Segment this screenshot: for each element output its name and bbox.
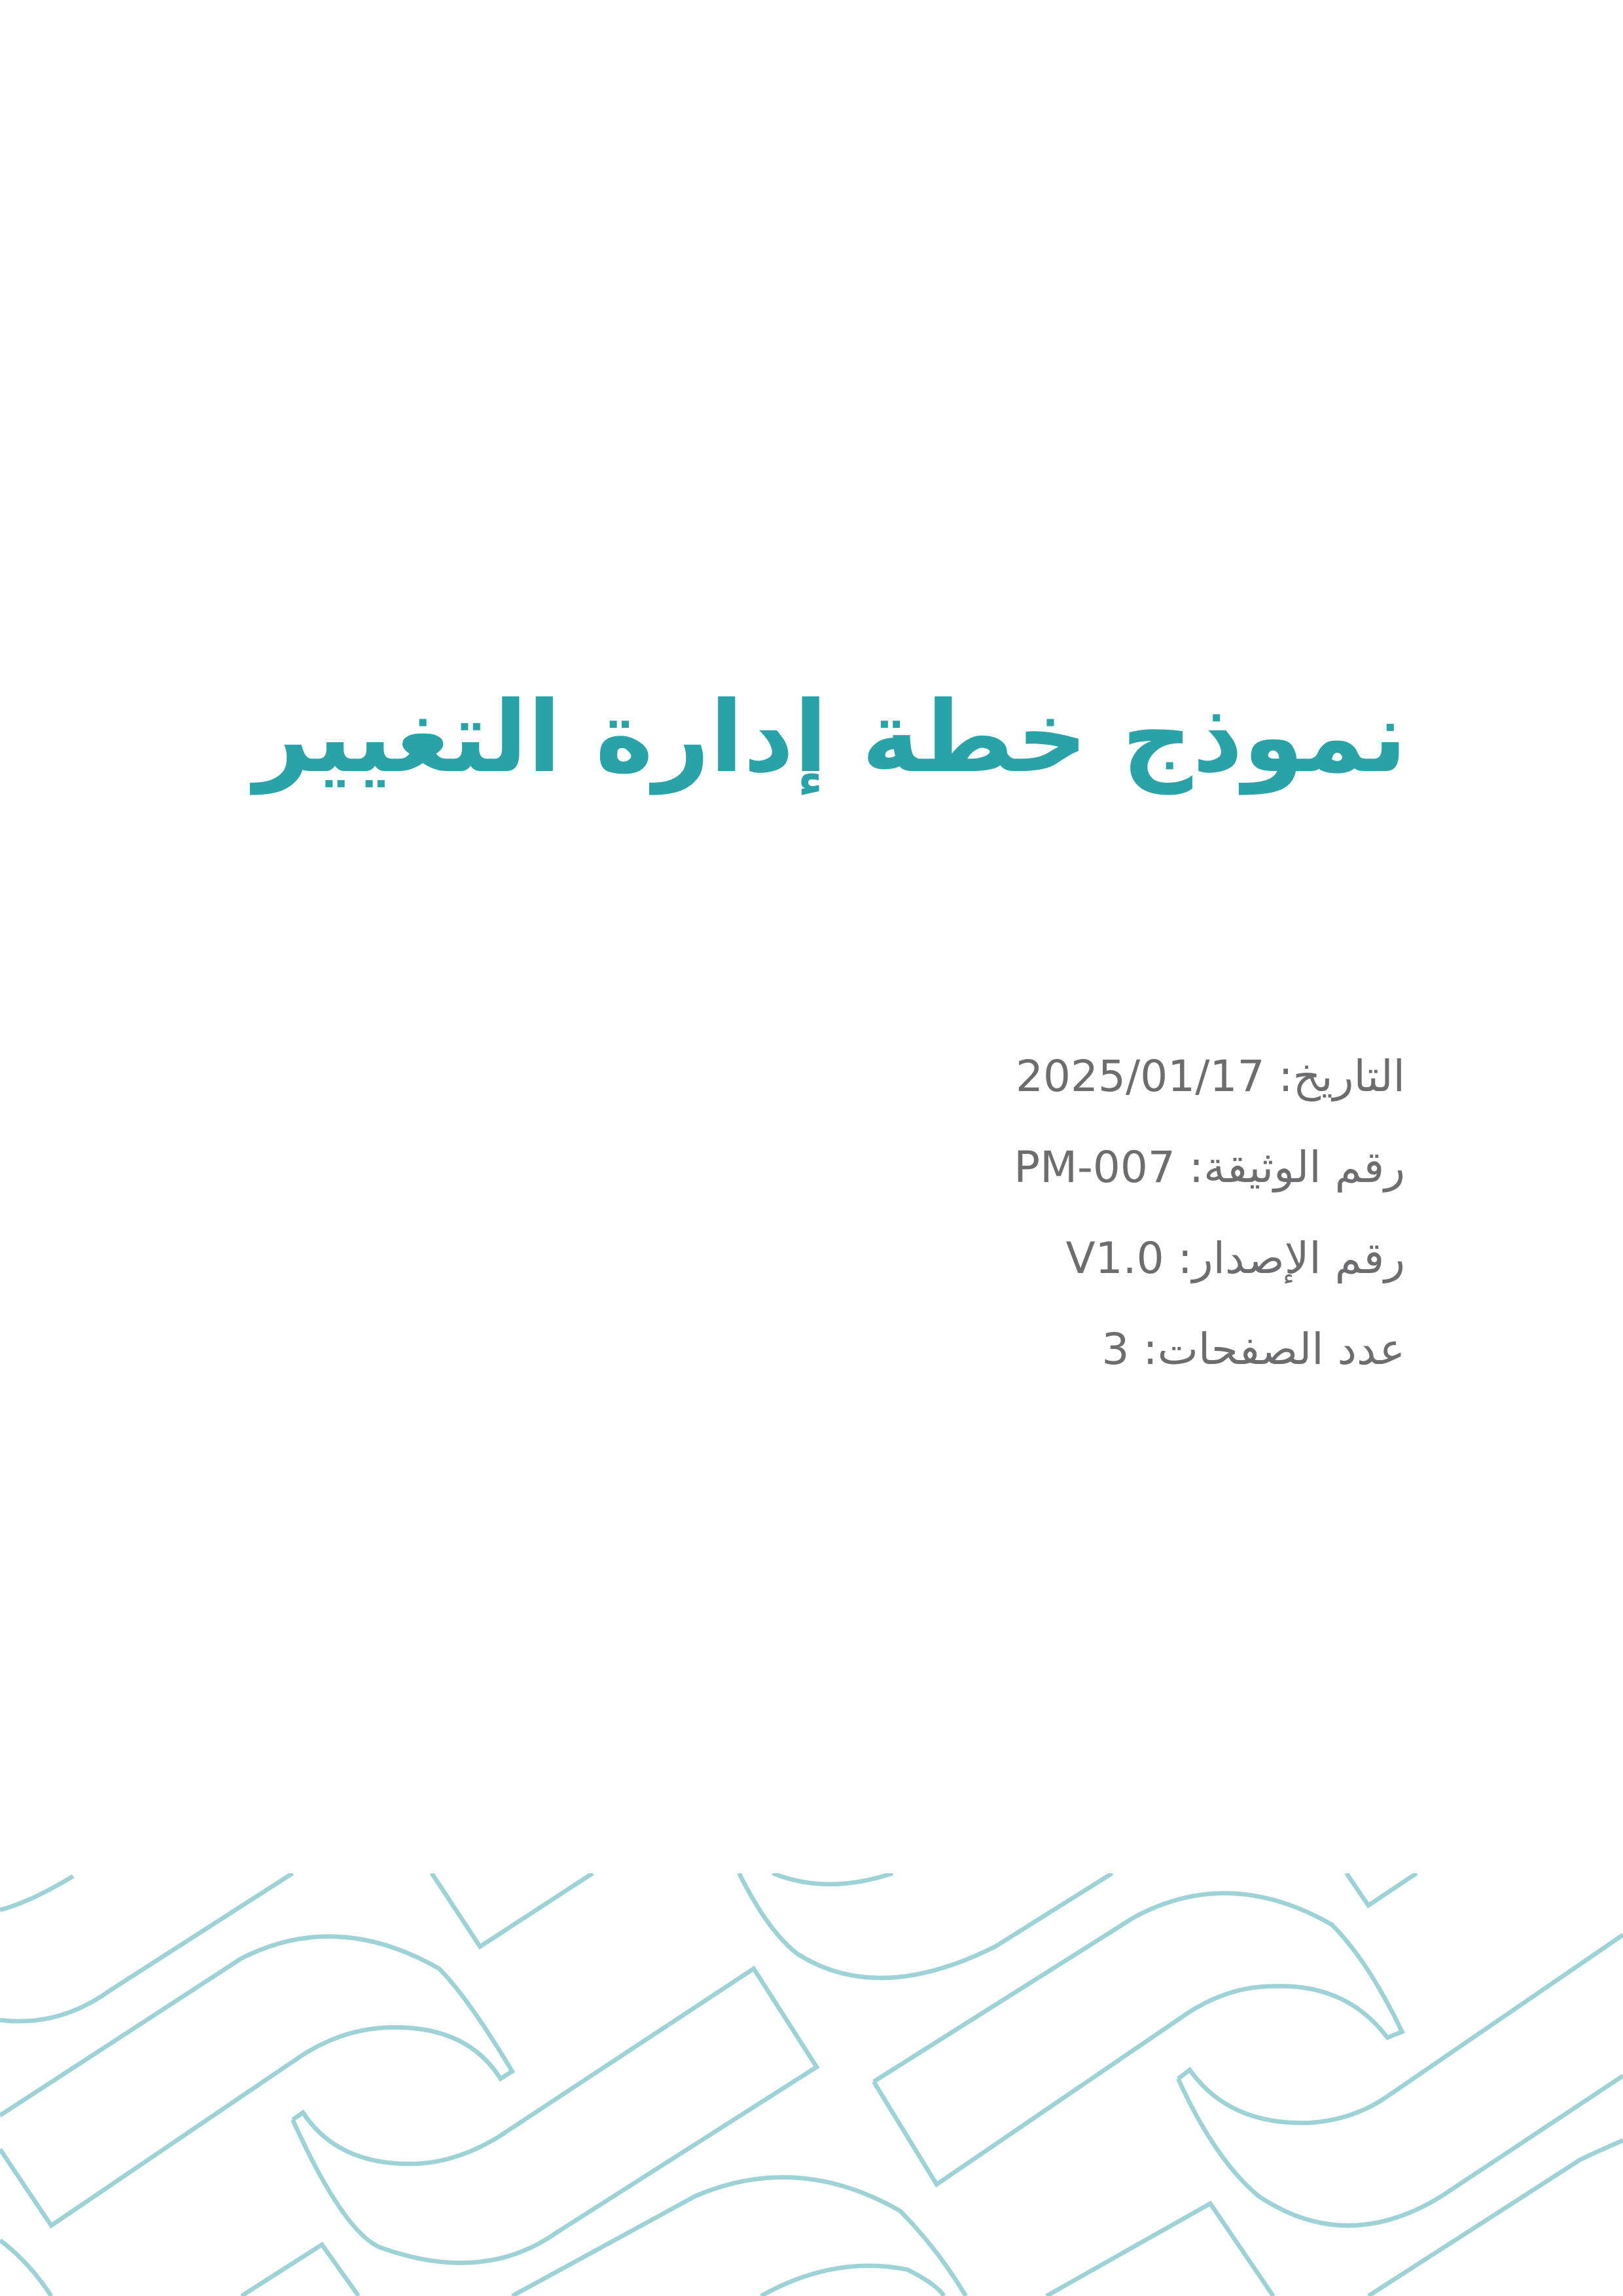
wave-pattern-decoration bbox=[0, 1873, 1623, 2296]
info-date: التاريخ: 2025/01/17 bbox=[1016, 1051, 1405, 1102]
info-page-count: عدد الصفحات: 3 bbox=[1101, 1324, 1405, 1374]
info-version: رقم الإصدار: V1.0 bbox=[1065, 1233, 1405, 1283]
document-info bbox=[1014, 1041, 1405, 1405]
document-title: نموذج خطة إدارة التغيير bbox=[254, 681, 1407, 795]
info-document-number: رقم الوثيقة: PM-007 bbox=[1014, 1142, 1405, 1193]
